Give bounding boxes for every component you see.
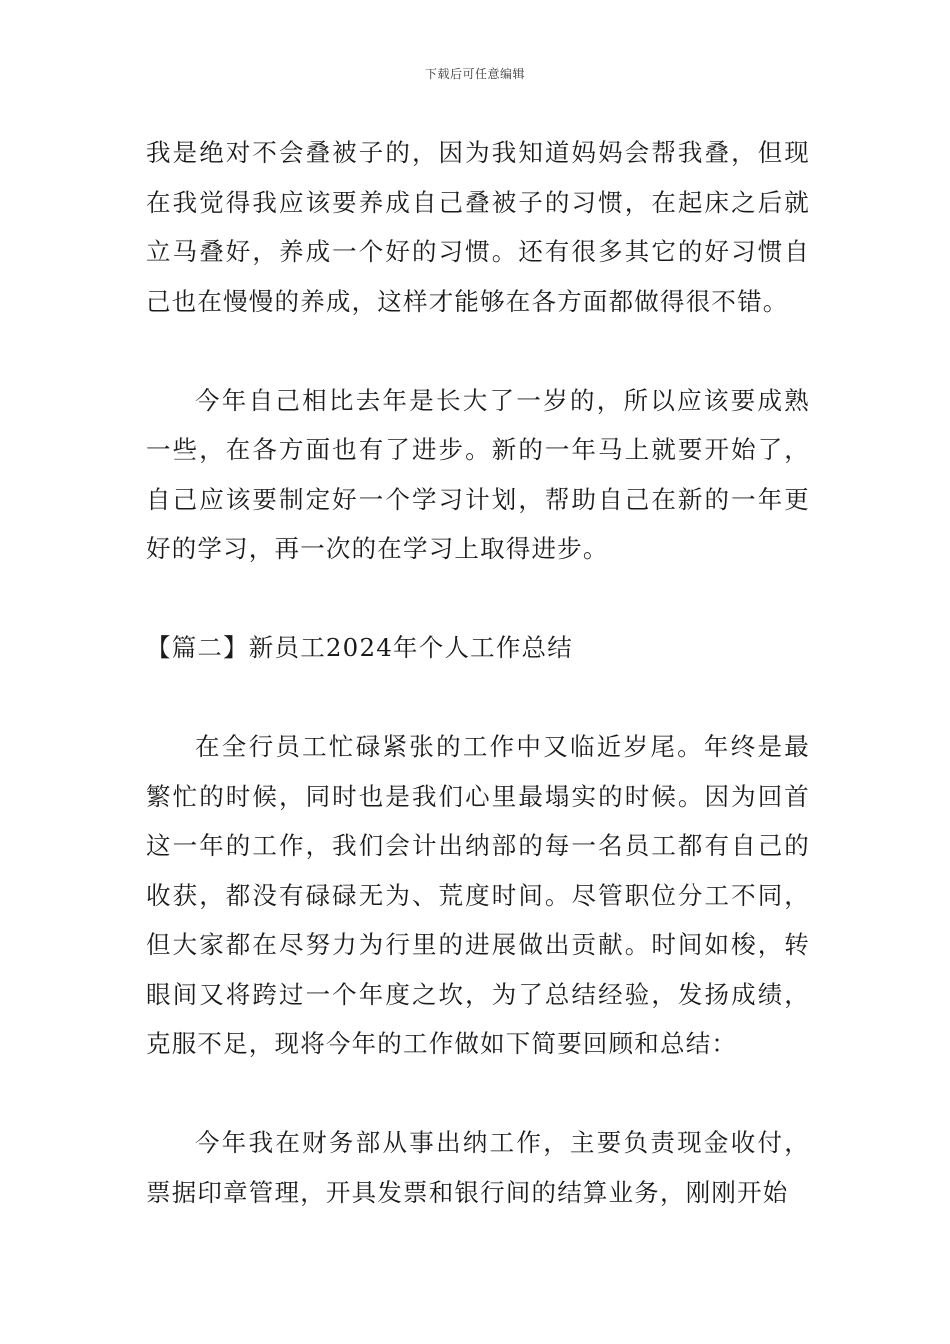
paragraph-year-end: 在全行员工忙碌紧张的工作中又临近岁尾。年终是最繁忙的时候，同时也是我们心里最塌实的时候。因为回首这一年的工作，我们会计出纳部的每一名员工都有自己的收获，都没有碌碌无为、荒度时间。尽管职位分工不同，但大家都在尽努力为行里的进展做出贡献。时间如梭，转眼间又将跨过一个年度之坎，为了总结经验，发扬成绩，克服不足，现将今年的工作做如下简要回顾和总结： [146,732,810,1058]
page-header-note: 下载后可任意编辑 [424,67,525,81]
paragraph-spacer [146,574,810,624]
section-title: 【篇二】新员工2024年个人工作总结 [146,633,573,662]
paragraph-cashier-work: 今年我在财务部从事出纳工作，主要负责现金收付，票据印章管理，开具发票和银行间的结算业务，刚刚开始 [146,1128,810,1207]
document-body [146,128,810,1217]
paragraph-spacer [146,326,810,376]
paragraph-spacer [146,673,810,723]
paragraph-spacer [146,1069,810,1119]
paragraph-continued: 我是绝对不会叠被子的，因为我知道妈妈会帮我叠，但现在我觉得我应该要养成自己叠被子的习惯，在起床之后就立马叠好，养成一个好的习惯。还有很多其它的好习惯自己也在慢慢的养成，这样才能够在各方面都做得很不错。 [146,138,810,316]
paragraph-new-year: 今年自己相比去年是长大了一岁的，所以应该要成熟一些，在各方面也有了进步。新的一年马上就要开始了，自己应该要制定好一个学习计划，帮助自己在新的一年更好的学习，再一次的在学习上取得进步。 [146,385,810,563]
